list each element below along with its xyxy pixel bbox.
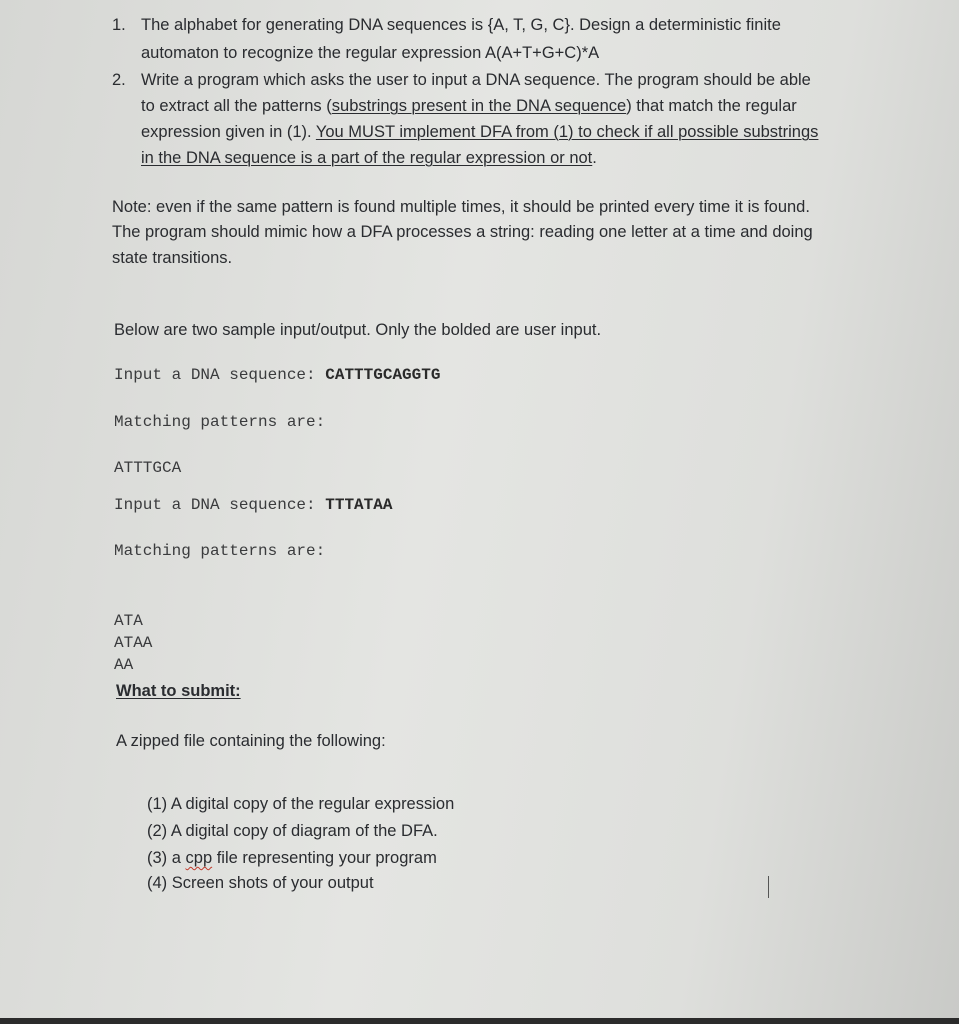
sample-2-matching-label: Matching patterns are: (114, 542, 326, 560)
sample-1-input: CATTTGCAGGTG (325, 366, 441, 384)
sample-2-input: TTTATAA (325, 496, 393, 514)
sample-1-prompt-line (114, 365, 440, 385)
bottom-edge (0, 1018, 959, 1024)
submit-item-3-pre: (3) a (147, 849, 186, 867)
samples-intro: Below are two sample input/output. Only the bolded are user input. (114, 321, 602, 339)
sample-2-prompt: Input a DNA sequence: (114, 496, 326, 514)
note-line-1: Note: even if the same pattern is found multiple times, it should be printed every time it is found. (112, 198, 810, 216)
item-2-line-2-underlined: substrings present in the DNA sequence (331, 97, 627, 115)
item-2-line-1: Write a program which asks the user to input a DNA sequence. The program should be able (141, 71, 811, 89)
submit-item-1: (1) A digital copy of the regular expression (147, 795, 455, 813)
submit-item-4: (4) Screen shots of your output (147, 874, 374, 892)
sample-2-result-1: ATA (114, 612, 143, 630)
item-2-number: 2. (112, 71, 126, 89)
sample-2-result-3: AA (114, 656, 134, 674)
item-2-line-3-pre: expression given in (1). (141, 123, 316, 141)
item-2-line-4-post: . (592, 149, 597, 167)
item-2-line-4-underlined: in the DNA sequence is a part of the regular expression or not (141, 149, 593, 167)
item-2-line-3 (141, 122, 818, 142)
sample-1-matching-label: Matching patterns are: (114, 413, 326, 431)
submit-item-3 (147, 848, 437, 868)
item-2-line-2-post: ) that match the regular (626, 97, 797, 115)
sample-2-result-2: ATAA (114, 634, 153, 652)
item-1-line-1: The alphabet for generating DNA sequences is {A, T, G, C}. Design a deterministic finite (141, 16, 781, 34)
sample-2-prompt-line (114, 495, 392, 515)
submit-heading: What to submit: (116, 682, 241, 700)
item-1-line-2: automaton to recognize the regular expression A(A+T+G+C)*A (141, 44, 600, 62)
submit-item-3-cpp: cpp (185, 849, 213, 867)
text-cursor (768, 876, 769, 898)
sample-1-prompt: Input a DNA sequence: (114, 366, 326, 384)
zip-text: A zipped file containing the following: (116, 732, 386, 750)
note-line-2: The program should mimic how a DFA processes a string: reading one letter at a time and doing (112, 223, 813, 241)
submit-item-2: (2) A digital copy of diagram of the DFA. (147, 822, 438, 840)
item-2-line-2 (141, 96, 797, 116)
item-2-line-2-pre: to extract all the patterns ( (141, 97, 332, 115)
submit-item-3-post: file representing your program (212, 849, 437, 867)
item-1-number: 1. (112, 16, 126, 34)
sample-1-result: ATTTGCA (114, 459, 182, 477)
item-2-line-4 (141, 148, 597, 168)
item-2-line-3-underlined: You MUST implement DFA from (1) to check if all possible substrings (315, 123, 819, 141)
note-line-3: state transitions. (112, 249, 233, 267)
